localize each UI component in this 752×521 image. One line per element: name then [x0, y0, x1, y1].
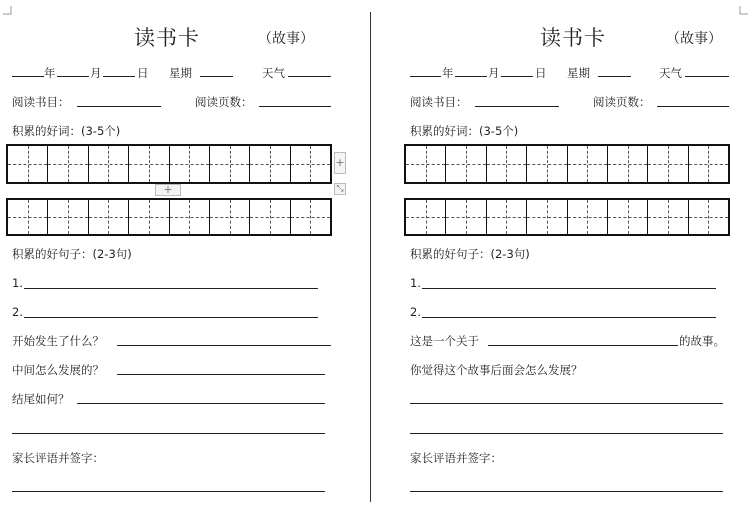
right-month-label: 月 [488, 66, 500, 80]
left-answer-middle-line[interactable] [117, 374, 325, 375]
left-sentence-2-line[interactable] [24, 317, 318, 318]
left-answer-start-line[interactable] [117, 345, 331, 346]
right-about-blank[interactable] [488, 345, 678, 346]
crop-mark-top-left [3, 6, 12, 15]
left-book-label: 阅读书目： [12, 95, 70, 109]
left-weekday-label: 星期 [169, 66, 192, 80]
grid-cell[interactable] [527, 200, 567, 234]
grid-cell[interactable] [568, 200, 608, 234]
left-sentence-1-number: 1. [12, 276, 23, 290]
right-book-blank[interactable] [475, 106, 559, 107]
left-month-label: 月 [90, 66, 102, 80]
left-parent-comment-line[interactable] [12, 491, 325, 492]
grid-cell[interactable] [446, 200, 486, 234]
grid-cell[interactable] [48, 200, 88, 234]
left-answer-end-line[interactable] [77, 403, 325, 404]
left-question-middle: 中间怎么发展的？ [12, 363, 104, 377]
grid-cell[interactable] [406, 146, 446, 182]
left-weekday-blank[interactable] [200, 76, 233, 77]
left-year-label: 年 [44, 66, 56, 80]
left-pages-label: 阅读页数： [195, 95, 253, 109]
right-weekday-label: 星期 [567, 66, 590, 80]
grid-cell[interactable] [648, 146, 688, 182]
grid-cell[interactable] [291, 146, 330, 182]
left-month-blank[interactable] [57, 76, 89, 77]
left-sentence-2-number: 2. [12, 305, 23, 319]
card-divider [370, 12, 371, 502]
grid-cell[interactable] [446, 146, 486, 182]
left-weather-label: 天气 [262, 66, 285, 80]
grid-cell[interactable] [689, 200, 728, 234]
grid-cell[interactable] [689, 146, 728, 182]
right-parent-comment-line[interactable] [410, 491, 723, 492]
left-word-grid-row-1[interactable] [6, 144, 332, 184]
table-resize-icon[interactable]: ⤡ [334, 183, 346, 195]
left-sentences-label: 积累的好句子：(2-3句) [12, 247, 132, 261]
grid-cell[interactable] [487, 146, 527, 182]
right-sentence-1-line[interactable] [422, 288, 716, 289]
right-words-label: 积累的好词：(3-5个) [410, 124, 519, 138]
grid-cell[interactable] [527, 146, 567, 182]
right-about-suffix: 的故事。 [679, 334, 725, 348]
grid-cell[interactable] [406, 200, 446, 234]
left-words-label: 积累的好词：(3-5个) [12, 124, 121, 138]
right-word-grid-row-1[interactable] [404, 144, 730, 184]
left-pages-blank[interactable] [259, 106, 331, 107]
left-word-grid-row-2[interactable] [6, 198, 332, 236]
crop-mark-top-right [739, 6, 748, 15]
left-day-blank[interactable] [103, 76, 135, 77]
add-row-handle[interactable]: + [155, 184, 181, 196]
right-year-label: 年 [442, 66, 454, 80]
left-sentence-1-line[interactable] [24, 288, 318, 289]
right-year-blank[interactable] [410, 76, 441, 77]
grid-cell[interactable] [48, 146, 88, 182]
left-parent-comment-label: 家长评语并签字： [12, 451, 104, 465]
left-card-subtitle: （故事） [258, 31, 314, 47]
grid-cell[interactable] [170, 200, 210, 234]
right-sentences-label: 积累的好句子：(2-3句) [410, 247, 530, 261]
grid-cell[interactable] [608, 146, 648, 182]
right-day-label: 日 [535, 66, 547, 80]
right-sentence-2-line[interactable] [422, 317, 716, 318]
left-question-start: 开始发生了什么？ [12, 334, 104, 348]
grid-cell[interactable] [250, 146, 290, 182]
left-book-blank[interactable] [77, 106, 161, 107]
grid-cell[interactable] [89, 146, 129, 182]
left-weather-blank[interactable] [288, 76, 331, 77]
right-weekday-blank[interactable] [598, 76, 631, 77]
right-pages-blank[interactable] [657, 106, 729, 107]
right-about-prefix: 这是一个关于 [410, 334, 479, 348]
left-card-title: 读书卡 [134, 26, 200, 50]
grid-cell[interactable] [129, 200, 169, 234]
right-pages-label: 阅读页数： [593, 95, 651, 109]
right-question-predict: 你觉得这个故事后面会怎么发展？ [410, 363, 583, 377]
grid-cell[interactable] [608, 200, 648, 234]
grid-cell[interactable] [250, 200, 290, 234]
left-year-blank[interactable] [12, 76, 44, 77]
right-sentence-2-number: 2. [410, 305, 421, 319]
right-sentence-1-number: 1. [410, 276, 421, 290]
left-question-end: 结尾如何？ [12, 392, 70, 406]
grid-cell[interactable] [568, 146, 608, 182]
right-parent-comment-label: 家长评语并签字： [410, 451, 502, 465]
left-extra-answer-line[interactable] [12, 433, 325, 434]
right-weather-blank[interactable] [685, 76, 729, 77]
grid-cell[interactable] [291, 200, 330, 234]
grid-cell[interactable] [89, 200, 129, 234]
right-card-title: 读书卡 [540, 26, 606, 50]
grid-cell[interactable] [648, 200, 688, 234]
grid-cell[interactable] [8, 200, 48, 234]
right-card-subtitle: （故事） [666, 31, 722, 47]
grid-cell[interactable] [210, 146, 250, 182]
grid-cell[interactable] [129, 146, 169, 182]
add-column-handle[interactable]: + [334, 152, 346, 174]
right-book-label: 阅读书目： [410, 95, 468, 109]
left-day-label: 日 [137, 66, 149, 80]
grid-cell[interactable] [210, 200, 250, 234]
right-word-grid-row-2[interactable] [404, 198, 730, 236]
right-weather-label: 天气 [659, 66, 682, 80]
grid-cell[interactable] [487, 200, 527, 234]
right-predict-line-1[interactable] [410, 403, 723, 404]
right-predict-line-2[interactable] [410, 433, 723, 434]
right-month-blank[interactable] [455, 76, 487, 77]
grid-cell[interactable] [170, 146, 210, 182]
right-day-blank[interactable] [501, 76, 533, 77]
grid-cell[interactable] [8, 146, 48, 182]
